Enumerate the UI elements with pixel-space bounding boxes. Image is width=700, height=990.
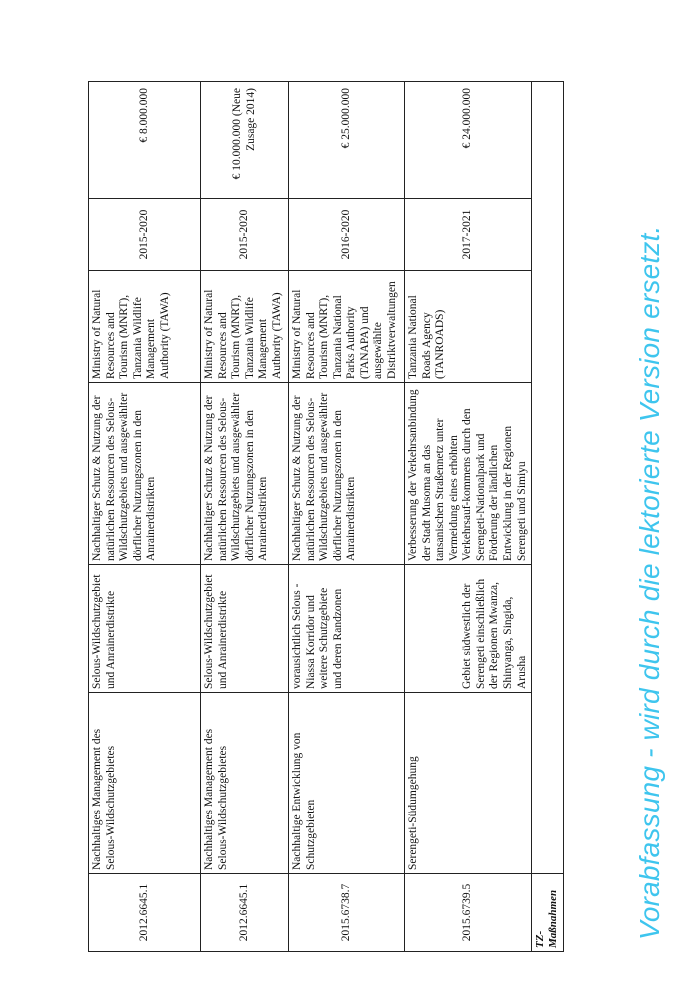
project-period: 2015-2020: [89, 199, 201, 271]
project-title: Nachhaltige Entwicklung von Schutzgebieten: [289, 693, 405, 874]
project-id: 2012.6645.1: [89, 874, 201, 952]
table-row: [201, 82, 289, 952]
project-region: Gebiet südwestlich der Serengeti einschließlich der Regionen Mwanza, Shinyanga, Singida, Arusha: [405, 565, 532, 693]
draft-watermark: Vorabfassung - wird durch die lektorierte Version ersetzt.: [634, 225, 665, 940]
project-region: vorausichtlich Selous - Niassa Korridor und weitere Schutzgebiete und deren Randzonen: [289, 565, 405, 693]
project-period: 2015-2020: [201, 199, 289, 271]
project-partner: Tanzania National Roads Agency (TANROADS): [405, 271, 532, 383]
project-id: 2012.6645.1: [201, 874, 289, 952]
table-row: [89, 82, 201, 952]
table-row: [405, 82, 532, 952]
section-empty: [532, 82, 564, 874]
project-id: 2015.6739.5: [405, 874, 532, 952]
project-goal: Nachhaltiger Schutz & Nutzung der natürlichen Ressourcen des Selous-Wildschutzgebiets und ausgewählter dörflicher Nutzungszonen in den Anrainerdistrikten: [289, 383, 405, 565]
project-amount: € 8.000.000: [89, 82, 201, 199]
section-label: TZ-Maßnahmen: [532, 874, 564, 952]
project-id: 2015.6738.7: [289, 874, 405, 952]
project-amount: € 24.000.000: [405, 82, 532, 199]
project-partner: Ministry of Natural Resources and Tourism (MNRT), Tanzania Wildlife Management Authority (TAWA): [89, 271, 201, 383]
project-amount: € 25.000.000: [289, 82, 405, 199]
project-goal: Verbesserung der Verkehrsanbindung der Stadt Musoma an das tansanischen Straßennetz unter Vermeidung eines erhöhten Verkehrsauf-kommens durch den Serengeti-Nationalpark und Förderung der ländlichen Entwicklung in der Regionen Serengeti und Simiyu: [405, 383, 532, 565]
project-partner: Ministry of Natural Resources and Tourism (MNRT), Tanzania Wildlife Management Authority (TAWA): [201, 271, 289, 383]
section-row: [532, 82, 564, 952]
rotated-table-container: [88, 82, 560, 952]
project-partner: Ministry of Natural Resources and Tourism (MNRT), Tanzania National Parks Authority (TANAPA) und ausgewählte Distriktverwaltungen: [289, 271, 405, 383]
project-goal: Nachhaltiger Schutz & Nutzung der natürlichen Ressourcen des Selous-Wildschutzgebiets und ausgewählter dörflicher Nutzungszonen in den Anrainerdistrikten: [89, 383, 201, 565]
project-title: Nachhaltiges Management des Selous-Wildschutzgebietes: [89, 693, 201, 874]
project-title: Serengeti-Südumgehung: [405, 693, 532, 874]
project-goal: Nachhaltiger Schutz & Nutzung der natürlichen Ressourcen des Selous-Wildschutzgebiets und ausgewählter dörflicher Nutzungszonen in den Anrainerdistrikten: [201, 383, 289, 565]
project-amount: € 10.000.000 (Neue Zusage 2014): [201, 82, 289, 199]
project-period: 2016-2020: [289, 199, 405, 271]
project-region: Selous-Wildschutzgebiet und Anrainerdistrikte: [201, 565, 289, 693]
project-region: Selous-Wildschutzgebiet und Anrainerdistrikte: [89, 565, 201, 693]
project-period: 2017-2021: [405, 199, 532, 271]
measures-table: [88, 81, 564, 952]
table-row: [289, 82, 405, 952]
project-title: Nachhaltiges Management des Selous-Wildschutzgebietes: [201, 693, 289, 874]
